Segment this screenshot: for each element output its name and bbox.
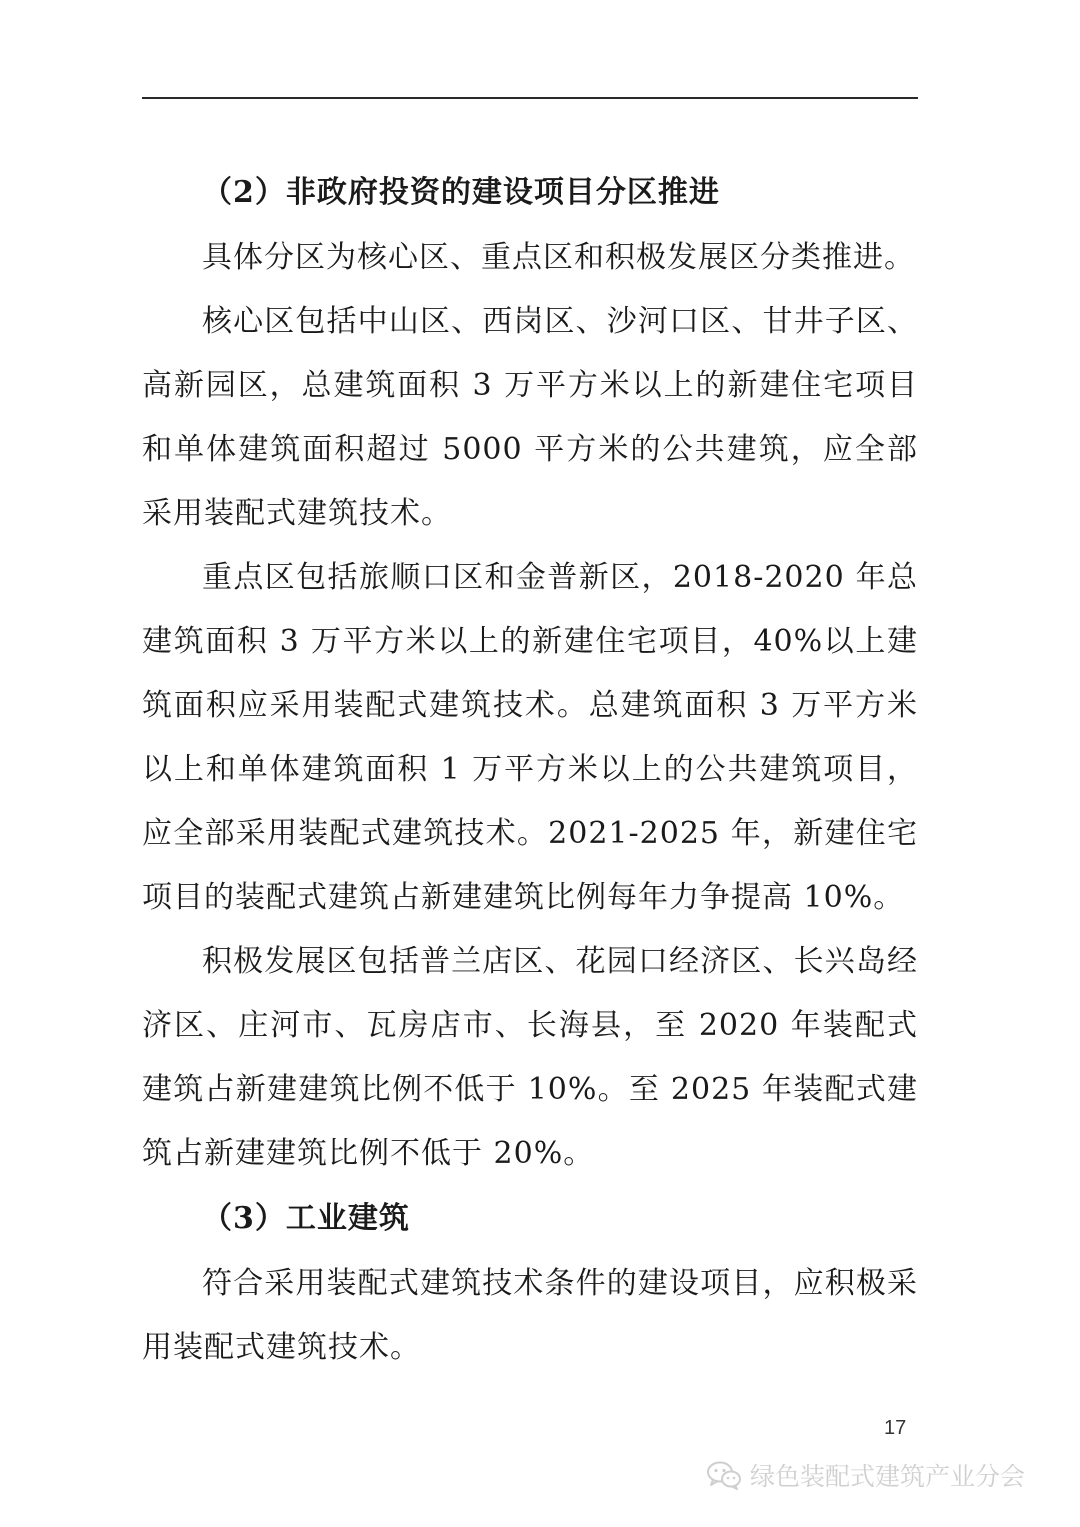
page-number: 17 (884, 1417, 907, 1439)
section-heading-3: （3）工业建筑 (202, 1201, 410, 1236)
paragraph-core-zone: 核心区包括中山区、西岗区、沙河口区、甘井子区、高新园区，总建筑面积 3 万平方米以上的新建住宅项目和单体建筑面积超过 5000 平方米的公共建筑，应全部采用装配式建筑技术。 (142, 304, 918, 531)
paragraph-zones: 具体分区为核心区、重点区和积极发展区分类推进。 (202, 240, 915, 275)
paragraph-key-zone: 重点区包括旅顺口区和金普新区，2018-2020 年总建筑面积 3 万平方米以上的新建住宅项目，40%以上建筑面积应采用装配式建筑技术。总建筑面积 3 万平方米以上和单体建筑面积 1 万平方米以上的公共建筑项目，应全部采用装配式建筑技术。2021-2025 年，新建住宅项目的装配式建筑占新建建筑比例每年力争提高 10%。 (142, 560, 918, 915)
watermark-text: 绿色装配式建筑产业分会 (750, 1462, 1026, 1491)
watermark (706, 1455, 1025, 1495)
section-heading-2: （2）非政府投资的建设项目分区推进 (202, 175, 720, 210)
document-body (142, 160, 918, 1380)
paragraph-industrial: 符合采用装配式建筑技术条件的建设项目，应积极采用装配式建筑技术。 (142, 1266, 918, 1365)
header-rule (142, 97, 918, 99)
wechat-icon (706, 1460, 742, 1490)
paragraph-active-zone: 积极发展区包括普兰店区、花园口经济区、长兴岛经济区、庄河市、瓦房店市、长海县，至 2020 年装配式建筑占新建建筑比例不低于 10%。至 2025 年装配式建筑占新建建筑比例不低于 20%。 (142, 944, 918, 1171)
